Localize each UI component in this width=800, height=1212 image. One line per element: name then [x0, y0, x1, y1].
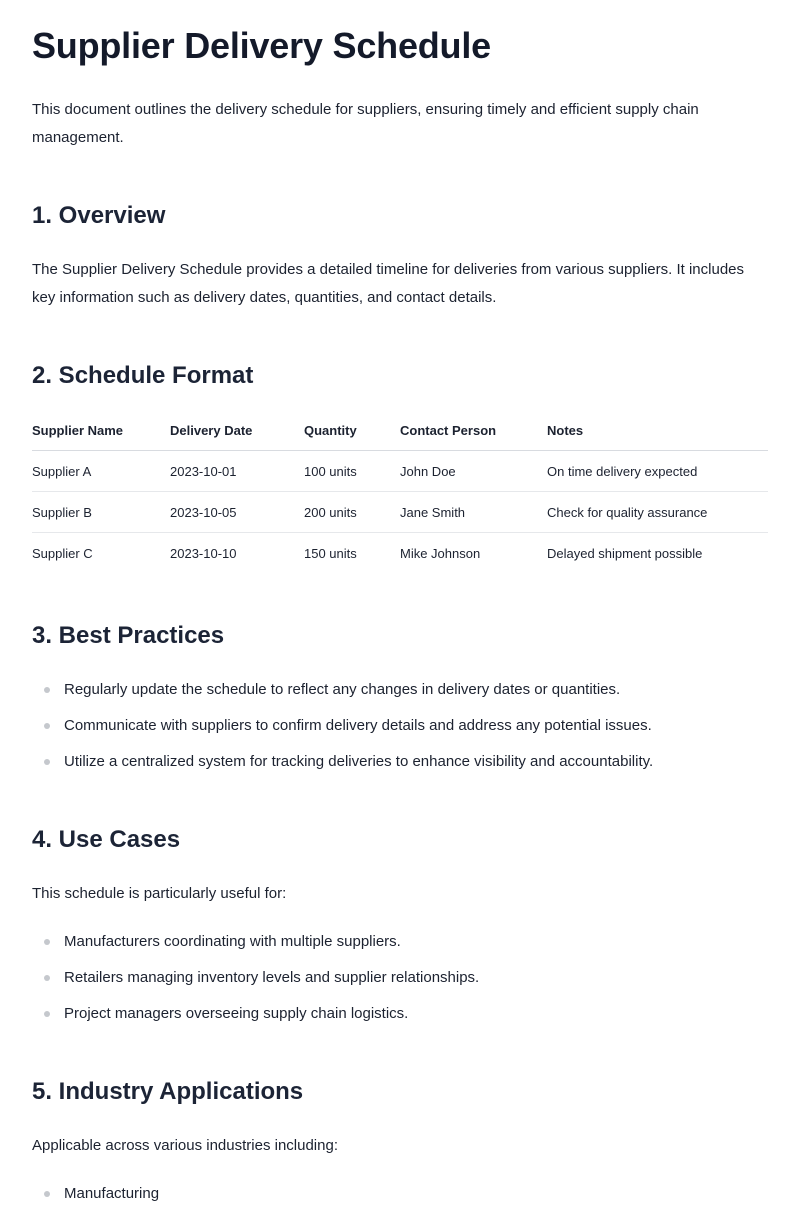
industry-heading: 5. Industry Applications [32, 1078, 304, 1105]
bullet-icon [44, 687, 50, 693]
table-row [32, 492, 768, 533]
table-row [32, 533, 768, 574]
intro-paragraph: This document outlines the delivery schedule for suppliers, ensuring timely and efficient supply chain management. [32, 101, 699, 146]
list-item [32, 996, 768, 1032]
use-cases-paragraph: This schedule is particularly useful for: [32, 885, 287, 902]
overview-paragraph: The Supplier Delivery Schedule provides a detailed timeline for deliveries from various suppliers. It includes key information such as delivery dates, quantities, and contact details. [32, 261, 745, 306]
list-item [32, 1176, 768, 1212]
cell-contact-person: John Doe [400, 451, 547, 492]
best-practices-list [32, 672, 768, 780]
list-item-text: Retailers managing inventory levels and supplier relationships. [64, 969, 480, 986]
column-header-contact-person: Contact Person [400, 410, 547, 451]
bullet-icon [44, 723, 50, 729]
list-item-text: Utilize a centralized system for tracking deliveries to enhance visibility and accountability. [64, 753, 654, 770]
cell-quantity: 200 units [304, 492, 400, 533]
bullet-icon [44, 759, 50, 765]
cell-supplier-name: Supplier B [32, 492, 170, 533]
cell-delivery-date: 2023-10-10 [170, 545, 237, 561]
list-item-text: Manufacturing [64, 1185, 160, 1202]
list-item [32, 924, 768, 960]
list-item [32, 672, 768, 708]
cell-delivery-date: 2023-10-01 [170, 451, 304, 492]
list-item-text: Manufacturers coordinating with multiple suppliers. [64, 933, 401, 950]
list-item [32, 744, 768, 780]
cell-contact-person: Jane Smith [400, 492, 547, 533]
schedule-table-wrapper [32, 410, 768, 573]
cell-contact-person: Mike Johnson [400, 545, 481, 561]
industry-list [32, 1176, 768, 1212]
schedule-heading: 2. Schedule Format [32, 362, 254, 389]
column-header-delivery-date: Delivery Date [170, 410, 304, 451]
table-header-row [32, 410, 768, 451]
list-item [32, 960, 768, 996]
cell-supplier-name: Supplier A [32, 451, 170, 492]
cell-notes: On time delivery expected [547, 451, 768, 492]
list-item-text: Project managers overseeing supply chain logistics. [64, 1005, 409, 1022]
cell-delivery-date: 2023-10-05 [170, 492, 304, 533]
cell-quantity: 100 units [304, 451, 400, 492]
list-item-text: Communicate with suppliers to confirm delivery details and address any potential issues. [64, 717, 652, 734]
schedule-table [32, 410, 768, 573]
bullet-icon [44, 939, 50, 945]
cell-notes: Check for quality assurance [547, 492, 768, 533]
cell-supplier-name: Supplier C [32, 545, 93, 561]
column-header-notes: Notes [547, 410, 768, 451]
bullet-icon [44, 975, 50, 981]
column-header-supplier-name: Supplier Name [32, 410, 170, 451]
use-cases-heading: 4. Use Cases [32, 826, 181, 853]
cell-quantity: 150 units [304, 545, 357, 561]
best-practices-heading: 3. Best Practices [32, 622, 225, 649]
list-item-text: Regularly update the schedule to reflect any changes in delivery dates or quantities. [64, 681, 621, 698]
cell-notes: Delayed shipment possible [547, 545, 703, 561]
column-header-quantity: Quantity [304, 410, 400, 451]
list-item [32, 708, 768, 744]
overview-heading: 1. Overview [32, 202, 166, 229]
industry-paragraph: Applicable across various industries including: [32, 1137, 338, 1154]
use-cases-list [32, 924, 768, 1032]
bullet-icon [44, 1191, 50, 1197]
table-row [32, 451, 768, 492]
bullet-icon [44, 1011, 50, 1017]
page-title: Supplier Delivery Schedule [32, 25, 491, 66]
